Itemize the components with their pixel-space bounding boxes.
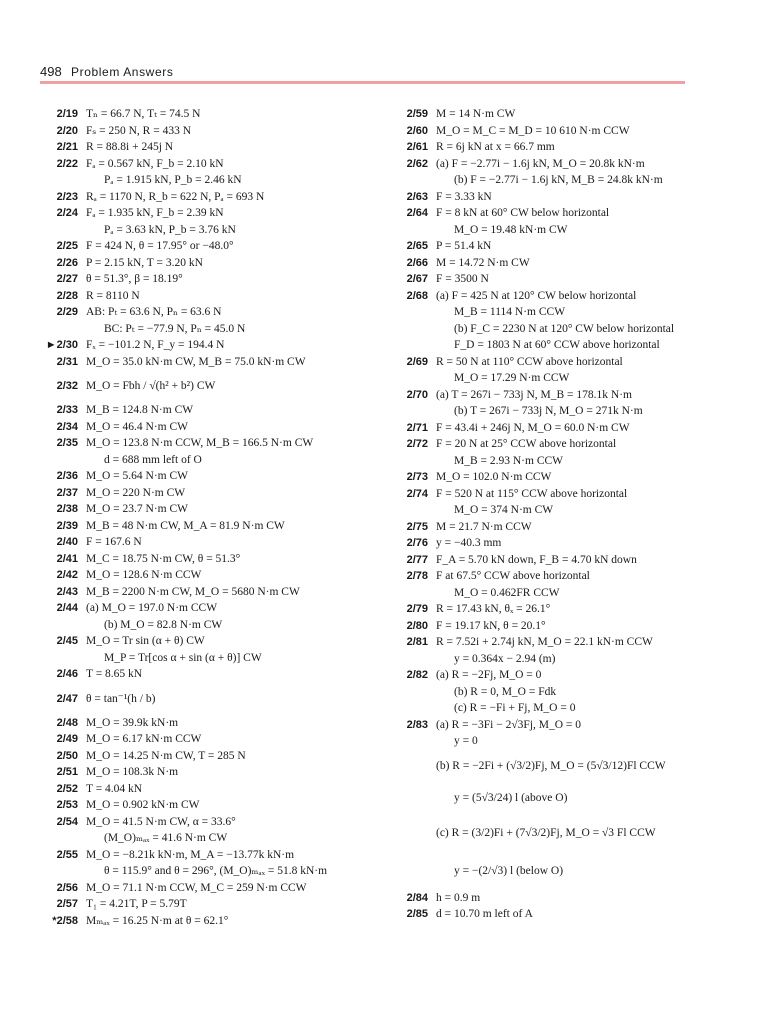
answer-entry <box>35 551 380 568</box>
answer-entry <box>385 387 740 420</box>
answer-line: M_B = 48 N·m CW, M_A = 81.9 N·m CW <box>86 519 285 532</box>
answer-line: M_O = 35.0 kN·m CW, M_B = 75.0 kN·m CW <box>86 355 306 368</box>
problem-number: 2/56 <box>56 881 78 894</box>
answer-entry <box>385 436 740 469</box>
answer-entry <box>35 205 380 238</box>
problem-number: 2/70 <box>406 388 428 401</box>
right-answer-column <box>385 106 740 923</box>
answer-line: (b) M_O = 82.8 N·m CW <box>104 618 223 631</box>
answer-entry <box>385 535 740 552</box>
answer-line: F = 8 kN at 60° CW below horizontal <box>436 207 610 219</box>
page-header <box>40 64 173 79</box>
answer-line: F = 3500 N <box>436 273 489 285</box>
answer-entry <box>35 567 380 584</box>
answer-entry <box>385 634 740 667</box>
answer-line: (a) T = 267i − 733j N, M_B = 178.1k N·m <box>436 388 632 401</box>
problem-number: 2/55 <box>56 848 78 861</box>
answer-entry <box>35 584 380 601</box>
answer-line: h = 0.9 m <box>436 891 481 904</box>
problem-number: 2/21 <box>56 141 78 153</box>
answer-line: F at 67.5° CCW above horizontal <box>436 570 590 582</box>
answer-entry <box>385 420 740 437</box>
answer-line: θ = 51.3°, β = 18.19° <box>86 273 183 285</box>
answer-line: F = 20 N at 25° CCW above horizontal <box>436 438 617 450</box>
answer-line: R = 8110 N <box>86 289 140 302</box>
answer-entry <box>35 370 380 402</box>
answer-line: M_O = 17.29 N·m CCW <box>454 372 570 384</box>
problem-number: 2/76 <box>406 537 428 549</box>
answer-line: (b) F = −2.77i − 1.6j kN, M_B = 24.8k kN·m <box>454 174 663 186</box>
problem-number: 2/45 <box>56 635 78 647</box>
answer-line: (b) F_C = 2230 N at 120° CW below horizontal <box>454 322 675 335</box>
answer-line: M_O = 71.1 N·m CCW, M_C = 259 N·m CCW <box>86 881 307 894</box>
answer-line: M_O = Tr sin (α + θ) CW <box>86 635 205 647</box>
problem-number: 2/65 <box>406 240 428 252</box>
problem-number: 2/64 <box>406 207 428 219</box>
answer-line: M_O = 123.8 N·m CCW, M_B = 166.5 N·m CW <box>86 437 314 449</box>
answer-entry <box>385 667 740 717</box>
answer-line: M_P = Tr[cos α + sin (α + θ)] CW <box>104 651 262 664</box>
answer-line: M_O = 108.3k N·m <box>86 766 179 778</box>
answer-line: (b) R = 0, M_O = Fdk <box>454 685 557 698</box>
answer-line: (b) R = −2Fi + (√3/2)Fj, M_O = (5√3/12)Fl CCW <box>436 759 666 772</box>
answer-entry <box>35 435 380 468</box>
answer-line: R = 88.8i + 245j N <box>86 141 174 153</box>
answer-line: y = −40.3 mm <box>436 537 502 549</box>
problem-number: 2/31 <box>56 355 78 368</box>
answer-entry <box>385 486 740 519</box>
problem-number: 2/83 <box>406 718 428 731</box>
answer-line: BC: Pₜ = −77.9 N, Pₙ = 45.0 N <box>104 322 246 335</box>
answer-entry <box>35 896 380 913</box>
problem-number: 2/24 <box>56 207 78 219</box>
answer-entry <box>385 106 740 123</box>
answer-entry <box>385 552 740 569</box>
answer-line: P = 2.15 kN, T = 3.20 kN <box>86 256 203 269</box>
answer-line: Tₙ = 66.7 N, Tₜ = 74.5 N <box>86 108 201 120</box>
problem-number: 2/80 <box>406 619 428 632</box>
answer-entry <box>35 847 380 880</box>
problem-number: 2/68 <box>406 289 428 302</box>
answer-entry <box>385 750 740 782</box>
page-title: Problem Answers <box>71 65 174 79</box>
answer-line: y = 0 <box>454 735 478 747</box>
answer-entry <box>35 255 380 272</box>
problem-number: 2/75 <box>406 520 428 533</box>
answer-entry <box>35 354 380 371</box>
problem-number: 2/77 <box>406 553 428 566</box>
answer-line: T = 8.65 kN <box>86 668 143 680</box>
answer-line: R = 7.52i + 2.74j kN, M_O = 22.1 kN·m CCW <box>436 636 653 648</box>
answer-line: F = 3.33 kN <box>436 190 492 203</box>
answer-entry <box>35 797 380 814</box>
problem-number: 2/63 <box>406 190 428 203</box>
problem-number: 2/82 <box>406 669 428 681</box>
answer-entry <box>35 880 380 897</box>
answer-entry <box>35 764 380 781</box>
problem-number: 2/29 <box>56 306 78 318</box>
answer-line: (a) F = −2.77i − 1.6j kN, M_O = 20.8k kN·m <box>436 157 645 170</box>
answer-entry <box>35 814 380 847</box>
answer-line: (a) R = −3Fi − 2√3Fj, M_O = 0 <box>436 718 582 731</box>
problem-number: 2/61 <box>406 141 428 153</box>
problem-number: 2/27 <box>56 273 78 285</box>
problem-number: 2/22 <box>56 157 78 170</box>
answer-line: M_B = 2.93 N·m CCW <box>454 454 564 467</box>
problem-number: 2/46 <box>56 668 78 680</box>
answer-entry <box>35 683 380 715</box>
answer-line: M_O = 39.9k kN·m <box>86 716 179 729</box>
answer-entry <box>35 288 380 305</box>
answer-entry <box>385 906 740 923</box>
problem-number: 2/34 <box>56 420 78 433</box>
answer-line: Pₐ = 1.915 kN, P_b = 2.46 kN <box>104 174 242 186</box>
answer-line: M = 21.7 N·m CCW <box>436 520 532 533</box>
answer-entry <box>385 271 740 288</box>
problem-number: 2/81 <box>406 636 428 648</box>
problem-number: 2/47 <box>56 692 78 705</box>
answer-line: M_O = 102.0 N·m CCW <box>436 471 552 483</box>
page-number: 498 <box>40 64 62 79</box>
answer-line: (c) R = (3/2)Fi + (7√3/2)Fj, M_O = √3 Fl CCW <box>436 826 656 839</box>
answer-entry <box>35 304 380 337</box>
answer-line: F_A = 5.70 kN down, F_B = 4.70 kN down <box>436 553 637 566</box>
answer-line: M_O = 0.902 kN·m CW <box>86 799 200 811</box>
answer-line: T = 4.04 kN <box>86 782 143 795</box>
problem-number: 2/62 <box>406 157 428 170</box>
answer-line: θ = 115.9° and θ = 296°, (M_O)ₘₐₓ = 51.8 kN·m <box>104 865 328 877</box>
answer-entry <box>385 354 740 387</box>
answer-line: F = 520 N at 115° CCW above horizontal <box>436 487 628 500</box>
answer-line: Fₓ = −101.2 N, F_y = 194.4 N <box>86 339 225 351</box>
problem-number: 2/60 <box>406 124 428 137</box>
answer-line: M_O = M_C = M_D = 10 610 N·m CCW <box>436 124 630 137</box>
problem-number: 2/32 <box>56 380 78 392</box>
answer-line: F_D = 1803 N at 60° CCW above horizontal <box>454 339 660 351</box>
answer-entry <box>385 123 740 140</box>
answer-entry <box>35 748 380 765</box>
answer-line: F = 424 N, θ = 17.95° or −48.0° <box>86 240 234 252</box>
answer-line: M_O = Fbh / √(h² + b²) CW <box>86 380 216 392</box>
answer-line: T₁ = 4.21T, P = 5.79T <box>86 898 187 910</box>
answer-line: M_C = 18.75 N·m CW, θ = 51.3° <box>86 552 241 565</box>
answer-line: M_O = 41.5 N·m CW, α = 33.6° <box>86 815 236 828</box>
answer-line: P = 51.4 kN <box>436 240 492 252</box>
answer-entry <box>35 139 380 156</box>
problem-number: 2/25 <box>56 240 78 252</box>
answer-line: (c) R = −Fi + Fj, M_O = 0 <box>454 702 576 714</box>
answer-line: Fₐ = 1.935 kN, F_b = 2.39 kN <box>86 207 224 219</box>
answer-line: M_O = 128.6 N·m CCW <box>86 569 202 581</box>
answer-entry <box>385 139 740 156</box>
problem-number: 2/72 <box>406 438 428 450</box>
answer-line: M_O = 6.17 kN·m CCW <box>86 733 202 745</box>
problem-number: 2/38 <box>56 503 78 515</box>
answer-entry <box>35 156 380 189</box>
answer-line: M_O = 14.25 N·m CW, T = 285 N <box>86 749 246 762</box>
problem-number: 2/71 <box>406 421 428 434</box>
answer-line: y = −(2/√3) l (below O) <box>454 864 564 877</box>
answer-line: Pₐ = 3.63 kN, P_b = 3.76 kN <box>104 223 236 236</box>
answer-line: M_B = 1114 N·m CCW <box>454 306 566 318</box>
answer-entry <box>35 123 380 140</box>
problem-number: 2/54 <box>56 815 78 828</box>
answer-line: d = 10.70 m left of A <box>436 908 533 920</box>
answer-line: θ = tan⁻¹(h / b) <box>86 692 156 705</box>
answer-line: (M_O)ₘₐₓ = 41.6 N·m CW <box>104 832 228 844</box>
answer-entry <box>35 913 380 930</box>
answer-entry <box>385 238 740 255</box>
answer-line: M_O = 46.4 N·m CW <box>86 420 188 433</box>
problem-number: 2/73 <box>406 471 428 483</box>
answer-entry <box>35 419 380 436</box>
answer-line: Fₛ = 250 N, R = 433 N <box>86 124 192 137</box>
answer-entry <box>35 781 380 798</box>
problem-number: 2/43 <box>56 585 78 598</box>
answer-entry <box>35 337 380 354</box>
problem-number: 2/41 <box>56 552 78 565</box>
answer-entry <box>35 534 380 551</box>
answer-line: (a) M_O = 197.0 N·m CCW <box>86 602 218 614</box>
problem-number: 2/67 <box>406 273 428 285</box>
answer-entry <box>385 205 740 238</box>
answer-line: (b) T = 267i − 733j N, M_O = 271k N·m <box>454 405 643 417</box>
problem-number: 2/53 <box>56 799 78 811</box>
answer-line: M_B = 2200 N·m CW, M_O = 5680 N·m CW <box>86 585 300 598</box>
problem-number: 2/42 <box>56 569 78 581</box>
answer-line: M_O = 5.64 N·m CW <box>86 470 188 482</box>
problem-number: 2/79 <box>406 603 428 615</box>
answer-line: R = 50 N at 110° CCW above horizontal <box>436 355 623 368</box>
problem-number: 2/49 <box>56 733 78 745</box>
answer-entry <box>35 402 380 419</box>
problem-number: 2/66 <box>406 256 428 269</box>
problem-number: 2/51 <box>56 766 78 778</box>
problem-number: 2/23 <box>56 190 78 203</box>
answer-entry <box>385 255 740 272</box>
answer-line: y = (5√3/24) l (above O) <box>454 791 568 804</box>
problem-number: 2/37 <box>56 486 78 499</box>
problem-number: *2/58 <box>52 914 78 927</box>
answer-line: F = 43.4i + 246j N, M_O = 60.0 N·m CW <box>436 421 630 434</box>
problem-number: 2/52 <box>56 782 78 795</box>
answer-line: d = 688 mm left of O <box>104 453 202 466</box>
answer-entry <box>385 717 740 750</box>
answer-entry <box>35 238 380 255</box>
answer-entry <box>385 568 740 601</box>
answer-entry <box>385 618 740 635</box>
problem-number: 2/26 <box>56 256 78 269</box>
answer-line: (a) R = −2Fj, M_O = 0 <box>436 669 542 681</box>
problem-number: 2/39 <box>56 519 78 532</box>
problem-number: 2/85 <box>406 908 428 920</box>
answer-entry <box>385 814 740 852</box>
answer-line: M_B = 124.8 N·m CW <box>86 404 194 416</box>
answer-entry <box>385 156 740 189</box>
problem-number: 2/28 <box>56 289 78 302</box>
problem-number: 2/57 <box>56 898 78 910</box>
answer-entry <box>35 271 380 288</box>
problem-number: 2/36 <box>56 470 78 482</box>
answer-line: M_O = 374 N·m CW <box>454 504 554 516</box>
answer-line: F = 19.17 kN, θ = 20.1° <box>436 619 546 632</box>
problem-number: 2/84 <box>406 891 428 904</box>
problem-number: 2/20 <box>56 124 78 137</box>
answer-entry <box>35 468 380 485</box>
answer-entry <box>35 633 380 666</box>
answer-entry <box>35 106 380 123</box>
problem-number: 2/35 <box>56 437 78 449</box>
problem-number: 2/40 <box>56 536 78 548</box>
answer-line: R = 17.43 kN, θₓ = 26.1° <box>436 603 551 615</box>
answer-entry <box>385 519 740 536</box>
answer-entry <box>35 666 380 683</box>
answer-line: M_O = 19.48 kN·m CW <box>454 223 568 236</box>
answer-line: R = 6j kN at x = 66.7 mm <box>436 141 555 153</box>
answer-entry <box>35 501 380 518</box>
answer-line: M = 14 N·m CW <box>436 108 516 120</box>
answer-entry <box>385 852 740 890</box>
answer-line: y = 0.364x − 2.94 (m) <box>454 652 556 665</box>
problem-number: ►2/30 <box>45 339 78 351</box>
answer-entry <box>385 782 740 814</box>
answer-line: M_O = 23.7 N·m CW <box>86 503 188 515</box>
answer-line: F = 167.6 N <box>86 536 142 548</box>
answer-line: Mₘₐₓ = 16.25 N·m at θ = 62.1° <box>86 914 229 927</box>
answer-entry <box>35 485 380 502</box>
header-rule <box>40 81 685 84</box>
answer-entry <box>35 715 380 732</box>
problem-number: 2/74 <box>406 487 428 500</box>
answer-entry <box>385 288 740 354</box>
answer-entry <box>385 189 740 206</box>
problem-number: 2/69 <box>406 355 428 368</box>
answer-line: M_O = 0.462FR CCW <box>454 586 560 599</box>
problem-number: 2/50 <box>56 749 78 762</box>
answer-line: Fₐ = 0.567 kN, F_b = 2.10 kN <box>86 157 224 170</box>
problem-number: 2/59 <box>406 108 428 120</box>
answer-line: Rₐ = 1170 N, R_b = 622 N, Pₐ = 693 N <box>86 190 265 203</box>
answer-line: AB: Pₜ = 63.6 N, Pₙ = 63.6 N <box>86 306 222 318</box>
problem-number: 2/44 <box>56 602 78 614</box>
problem-number: 2/48 <box>56 716 78 729</box>
answer-entry <box>385 890 740 907</box>
answer-entry <box>385 469 740 486</box>
answer-line: M_O = −8.21k kN·m, M_A = −13.77k kN·m <box>86 848 295 861</box>
left-answer-column <box>35 106 380 929</box>
answer-entry <box>35 518 380 535</box>
answer-entry <box>35 600 380 633</box>
answer-entry <box>35 731 380 748</box>
answer-entry <box>385 601 740 618</box>
answer-line: M = 14.72 N·m CW <box>436 256 530 269</box>
problem-number: 2/33 <box>56 404 78 416</box>
problem-number: 2/19 <box>56 108 78 120</box>
answer-line: M_O = 220 N·m CW <box>86 486 186 499</box>
answer-entry <box>35 189 380 206</box>
answer-line: (a) F = 425 N at 120° CW below horizontal <box>436 289 637 302</box>
problem-number: 2/78 <box>406 570 428 582</box>
